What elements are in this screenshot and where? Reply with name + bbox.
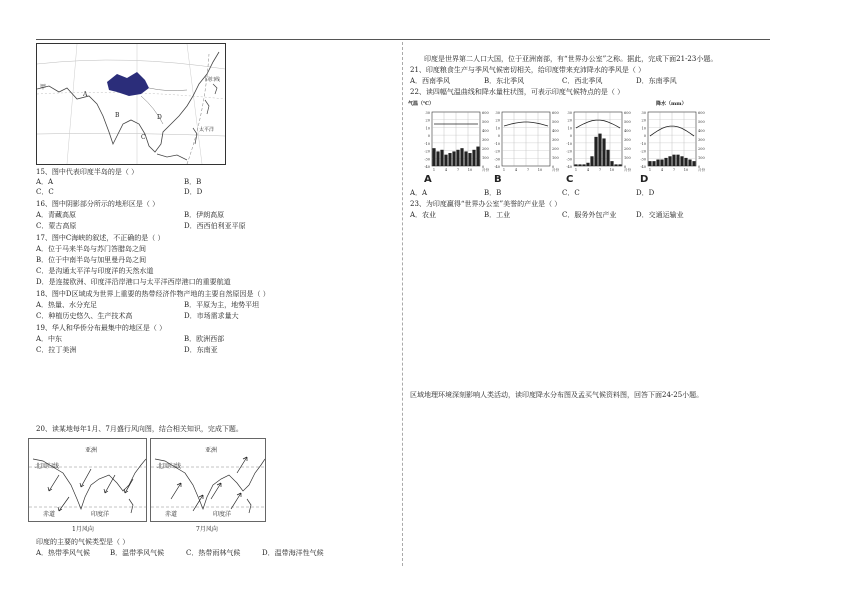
right-tick-3-6: 0 xyxy=(698,165,701,169)
left-tick-2-5: -20 xyxy=(566,149,572,154)
left-tick-0-1: 20 xyxy=(425,118,430,123)
column-divider xyxy=(402,42,403,566)
q20-stem: 20、读某地每年1月、7月盛行风向图，结合相关知识，完成下题。 xyxy=(36,425,243,433)
q17-opt-c: C．是沟通太平洋与印度洋的天然水道 xyxy=(36,267,154,275)
precip-bar-2-0 xyxy=(574,164,577,166)
right-tick-1-4: 200 xyxy=(552,147,559,151)
q21-opt-d: D．东南季风 xyxy=(636,77,677,85)
q21-opt-a: A．西南季风 xyxy=(410,77,451,85)
q15-opt-c: C．C xyxy=(36,188,54,196)
q22-opt-a: A．A xyxy=(410,189,428,197)
intro-24-25: 区域地理环境深刻影响人类活动，读印度降水分布图及孟买气候资料图，回答下面24-25小题。 xyxy=(410,391,704,399)
asia-map-drawing xyxy=(37,44,225,164)
left-tick-0-5: -20 xyxy=(424,149,430,154)
month-tick-0-1: 4 xyxy=(444,168,448,172)
q19-stem: 19、华人和华侨分布最集中的地区是（ ） xyxy=(36,324,167,332)
right-tick-0-6: 0 xyxy=(482,165,485,169)
precip-bar-2-6 xyxy=(598,134,601,166)
q22-opt-b: B．B xyxy=(484,189,502,197)
precip-bar-2-10 xyxy=(614,164,617,166)
left-tick-1-7: -40 xyxy=(494,165,500,169)
right-tick-3-1: 500 xyxy=(698,120,705,124)
precip-bar-0-9 xyxy=(468,153,471,166)
q15-opt-b: B．B xyxy=(184,178,202,186)
q22-opt-d: D．D xyxy=(636,189,655,197)
right-tick-3-2: 400 xyxy=(698,129,705,133)
q16-opt-c: C．蒙古高原 xyxy=(36,222,77,230)
q17-opt-d: D．是连接欧洲、印度洋沿岸港口与太平洋西岸港口的重要航道 xyxy=(36,278,231,286)
left-tick-2-4: -10 xyxy=(566,141,572,146)
jan-tropic-label: 北回归线 xyxy=(35,463,60,470)
right-tick-2-2: 400 xyxy=(624,129,631,133)
left-tick-1-4: -10 xyxy=(494,141,500,146)
precip-bar-3-0 xyxy=(648,161,651,166)
left-tick-0-4: -10 xyxy=(424,141,430,146)
precip-bar-3-7 xyxy=(676,155,679,166)
map1-label-line: 回归线 xyxy=(205,77,221,83)
right-tick-2-3: 300 xyxy=(624,138,631,142)
left-tick-2-3: 0 xyxy=(569,134,572,139)
precip-bar-2-2 xyxy=(582,164,585,166)
right-tick-2-5: 100 xyxy=(624,156,631,160)
right-tick-2-1: 500 xyxy=(624,120,631,124)
right-tick-1-2: 400 xyxy=(552,129,559,133)
left-tick-3-5: -20 xyxy=(640,149,646,154)
month-tick-2-1: 4 xyxy=(586,168,590,172)
right-tick-1-5: 100 xyxy=(552,156,559,160)
month-tick-2-3: 10 xyxy=(609,168,615,172)
month-tick-0-0: 1 xyxy=(432,168,436,172)
left-tick-2-6: -30 xyxy=(566,157,572,162)
q19-opt-c: C．拉丁美洲 xyxy=(36,346,77,354)
precip-bar-0-11 xyxy=(476,147,479,166)
left-tick-0-2: 10 xyxy=(425,126,430,131)
left-tick-1-2: 10 xyxy=(495,126,500,131)
precip-bar-3-9 xyxy=(684,158,687,166)
precip-bar-2-8 xyxy=(606,150,609,166)
asia-map xyxy=(36,43,226,165)
right-tick-0-3: 300 xyxy=(482,138,489,142)
map1-label-b: B xyxy=(115,112,120,119)
precip-axis-title: 降水（mm） xyxy=(656,101,687,107)
jan-ocean-label: 印度洋 xyxy=(91,511,110,518)
precip-bar-3-4 xyxy=(664,158,667,166)
month-tick-2-2: 7 xyxy=(598,168,602,172)
q20-opt-c: C．热带雨林气候 xyxy=(186,549,241,557)
climate-charts xyxy=(408,100,708,186)
month-tick-3-0: 1 xyxy=(648,168,652,172)
precip-bar-2-4 xyxy=(590,156,593,166)
q22-opt-c: C．C xyxy=(562,189,580,197)
right-tick-3-0: 600 xyxy=(698,111,705,115)
right-tick-0-0: 600 xyxy=(482,111,489,115)
precip-bar-0-8 xyxy=(464,151,467,166)
left-tick-1-3: 0 xyxy=(497,134,500,139)
q18-opt-d: D．市场需求量大 xyxy=(184,312,239,320)
precip-bar-0-1 xyxy=(436,151,439,166)
left-tick-3-4: -10 xyxy=(640,141,646,146)
q23-opt-d: D．交通运输业 xyxy=(636,211,684,219)
right-tick-1-6: 0 xyxy=(552,165,555,169)
precip-bar-0-4 xyxy=(448,153,451,166)
right-tick-1-0: 600 xyxy=(552,111,559,115)
month-tick-1-3: 10 xyxy=(537,168,543,172)
precip-bar-0-0 xyxy=(432,148,435,166)
left-tick-0-0: 30 xyxy=(425,111,430,115)
precip-bar-3-3 xyxy=(660,160,663,166)
left-tick-3-3: 0 xyxy=(643,134,646,139)
q16-opt-a: A．青藏高原 xyxy=(36,211,77,219)
q17-opt-a: A．位于马来半岛与苏门答腊岛之间 xyxy=(36,245,147,253)
jul-tropic-label: 北回归线 xyxy=(157,463,182,470)
q22-stem: 22、读四幅气温曲线和降水量柱状图，可表示印度气候特点的是（ ） xyxy=(410,88,625,96)
jul-caption: 7月风向 xyxy=(196,526,218,533)
left-tick-1-0: 30 xyxy=(495,111,500,115)
right-tick-0-5: 100 xyxy=(482,156,489,160)
q23-opt-c: C．服务外包产业 xyxy=(562,211,617,219)
right-tick-0-1: 500 xyxy=(482,120,489,124)
precip-bar-0-2 xyxy=(440,150,443,166)
right-tick-0-2: 400 xyxy=(482,129,489,133)
header-rule xyxy=(36,39,770,40)
q19-opt-a: A．中东 xyxy=(36,335,63,343)
precip-bar-2-5 xyxy=(594,137,597,166)
left-tick-0-7: -40 xyxy=(424,165,430,169)
precip-bar-0-7 xyxy=(460,148,463,166)
q18-stem: 18、图中D区域成为世界上重要的热带经济作物产地的主要自然原因是（ ） xyxy=(36,290,270,298)
month-tick-3-1: 4 xyxy=(660,168,664,172)
map1-label-a: A xyxy=(83,91,88,98)
left-tick-1-1: 20 xyxy=(495,118,500,123)
right-tick-1-1: 500 xyxy=(552,120,559,124)
month-axis-label-0: 月份 xyxy=(482,168,489,172)
wind-map-july xyxy=(150,438,266,522)
q15-stem: 15、图中代表印度半岛的是（ ） xyxy=(36,168,139,176)
jul-asia-label: 亚洲 xyxy=(205,447,218,454)
q20-question: 印度的主要的气候类型是（ ） xyxy=(36,538,130,546)
precip-bar-3-5 xyxy=(668,156,671,166)
right-tick-2-4: 200 xyxy=(624,147,631,151)
map1-label-d: D xyxy=(157,114,162,121)
chart-letter-b: B xyxy=(494,174,502,185)
precip-bar-2-7 xyxy=(602,138,605,166)
q17-opt-b: B．位于中南半岛与加里曼丹岛之间 xyxy=(36,256,147,264)
precip-bar-3-10 xyxy=(688,160,691,166)
q16-opt-d: D．西西伯利亚平原 xyxy=(184,222,246,230)
q19-opt-b: B．欧洲西部 xyxy=(184,335,225,343)
left-tick-2-2: 10 xyxy=(567,126,572,131)
wind-map-january xyxy=(28,438,147,522)
chart-letter-d: D xyxy=(640,174,649,185)
left-tick-3-2: 10 xyxy=(641,126,646,131)
right-tick-2-0: 600 xyxy=(624,111,631,115)
left-tick-0-3: 0 xyxy=(427,134,430,139)
precip-bar-0-3 xyxy=(444,155,447,166)
chart-letter-c: C xyxy=(566,174,574,185)
left-tick-3-0: 30 xyxy=(641,111,646,115)
map1-label-sea: 太平洋 xyxy=(199,127,215,133)
q20-opt-b: B．温带季风气候 xyxy=(110,549,165,557)
precip-bar-0-5 xyxy=(452,151,455,166)
q18-opt-c: C．种植历史悠久、生产技术高 xyxy=(36,312,133,320)
q15-opt-a: A．A xyxy=(36,178,54,186)
month-axis-label-3: 月份 xyxy=(698,168,705,172)
month-tick-1-1: 4 xyxy=(514,168,518,172)
jul-ocean-label: 印度洋 xyxy=(213,511,232,518)
month-tick-0-2: 7 xyxy=(456,168,460,172)
jan-equator-label: 赤道 xyxy=(43,511,56,518)
left-tick-1-5: -20 xyxy=(494,149,500,154)
right-tick-1-3: 300 xyxy=(552,138,559,142)
q18-opt-b: B．平原为主，地势平坦 xyxy=(184,301,260,309)
left-tick-2-0: 30 xyxy=(567,111,572,115)
map1-label-c: C xyxy=(141,134,146,141)
precip-bar-3-2 xyxy=(656,160,659,166)
precip-bar-3-1 xyxy=(652,161,655,166)
month-tick-1-0: 1 xyxy=(502,168,506,172)
month-axis-label-2: 月份 xyxy=(624,168,631,172)
q19-opt-d: D．东南亚 xyxy=(184,346,218,354)
q20-opt-a: A．热带季风气候 xyxy=(36,549,91,557)
left-tick-3-7: -40 xyxy=(640,165,646,169)
precip-bar-2-9 xyxy=(610,161,613,166)
q23-opt-a: A．农业 xyxy=(410,211,437,219)
chart-letter-a: A xyxy=(424,174,432,185)
right-tick-2-6: 0 xyxy=(624,165,627,169)
q20-opt-d: D．温带海洋性气候 xyxy=(262,549,324,557)
jan-caption: 1月风向 xyxy=(72,526,94,533)
right-tick-3-5: 100 xyxy=(698,156,705,160)
month-tick-3-2: 7 xyxy=(672,168,676,172)
left-tick-2-7: -40 xyxy=(566,165,572,169)
precip-bar-2-11 xyxy=(618,164,621,166)
q16-stem: 16、图中阴影部分所示的地形区是（ ） xyxy=(36,200,160,208)
q15-opt-d: D．D xyxy=(184,188,203,196)
jan-asia-label: 亚洲 xyxy=(85,447,98,454)
month-tick-1-2: 7 xyxy=(526,168,530,172)
precip-bar-0-10 xyxy=(472,150,475,166)
climate-svg xyxy=(408,100,708,186)
jul-equator-label: 赤道 xyxy=(165,511,178,518)
q21-stem: 21、印度粮食生产与季风气候密切相关，给印度带来充沛降水的季风是（ ） xyxy=(410,66,646,74)
q23-stem: 23、为印度赢得“世界办公室”美誉的产业是（ ） xyxy=(410,200,562,208)
q21-opt-b: B．东北季风 xyxy=(484,77,525,85)
month-tick-3-3: 10 xyxy=(683,168,689,172)
left-tick-1-6: -30 xyxy=(494,157,500,162)
precip-bar-2-3 xyxy=(586,163,589,166)
right-tick-3-4: 200 xyxy=(698,147,705,151)
month-axis-label-1: 月份 xyxy=(552,168,559,172)
q16-opt-b: B．伊朗高原 xyxy=(184,211,225,219)
left-tick-0-6: -30 xyxy=(424,157,430,162)
temp-axis-title: 气温（℃） xyxy=(408,101,434,107)
intro-21-23: 印度是世界第二人口大国，位于亚洲南部，有“世界办公室”之称。据此，完成下面21-23小题。 xyxy=(424,55,718,63)
precip-bar-3-6 xyxy=(672,155,675,166)
right-tick-3-3: 300 xyxy=(698,138,705,142)
left-tick-2-1: 20 xyxy=(567,118,572,123)
q17-stem: 17、图中C海峡的叙述，不正确的是（ ） xyxy=(36,234,165,242)
month-tick-0-3: 10 xyxy=(467,168,473,172)
q18-opt-a: A．热量、水分充足 xyxy=(36,301,98,309)
month-tick-2-0: 1 xyxy=(574,168,578,172)
precip-bar-0-6 xyxy=(456,150,459,166)
right-tick-0-4: 200 xyxy=(482,147,489,151)
map1-label-e: 甲 xyxy=(40,84,47,91)
q21-opt-c: C．西北季风 xyxy=(562,77,603,85)
precip-bar-3-11 xyxy=(692,161,695,166)
precip-bar-2-1 xyxy=(578,164,581,166)
precip-bar-3-8 xyxy=(680,156,683,166)
left-tick-3-6: -30 xyxy=(640,157,646,162)
q23-opt-b: B．工业 xyxy=(484,211,511,219)
left-tick-3-1: 20 xyxy=(641,118,646,123)
